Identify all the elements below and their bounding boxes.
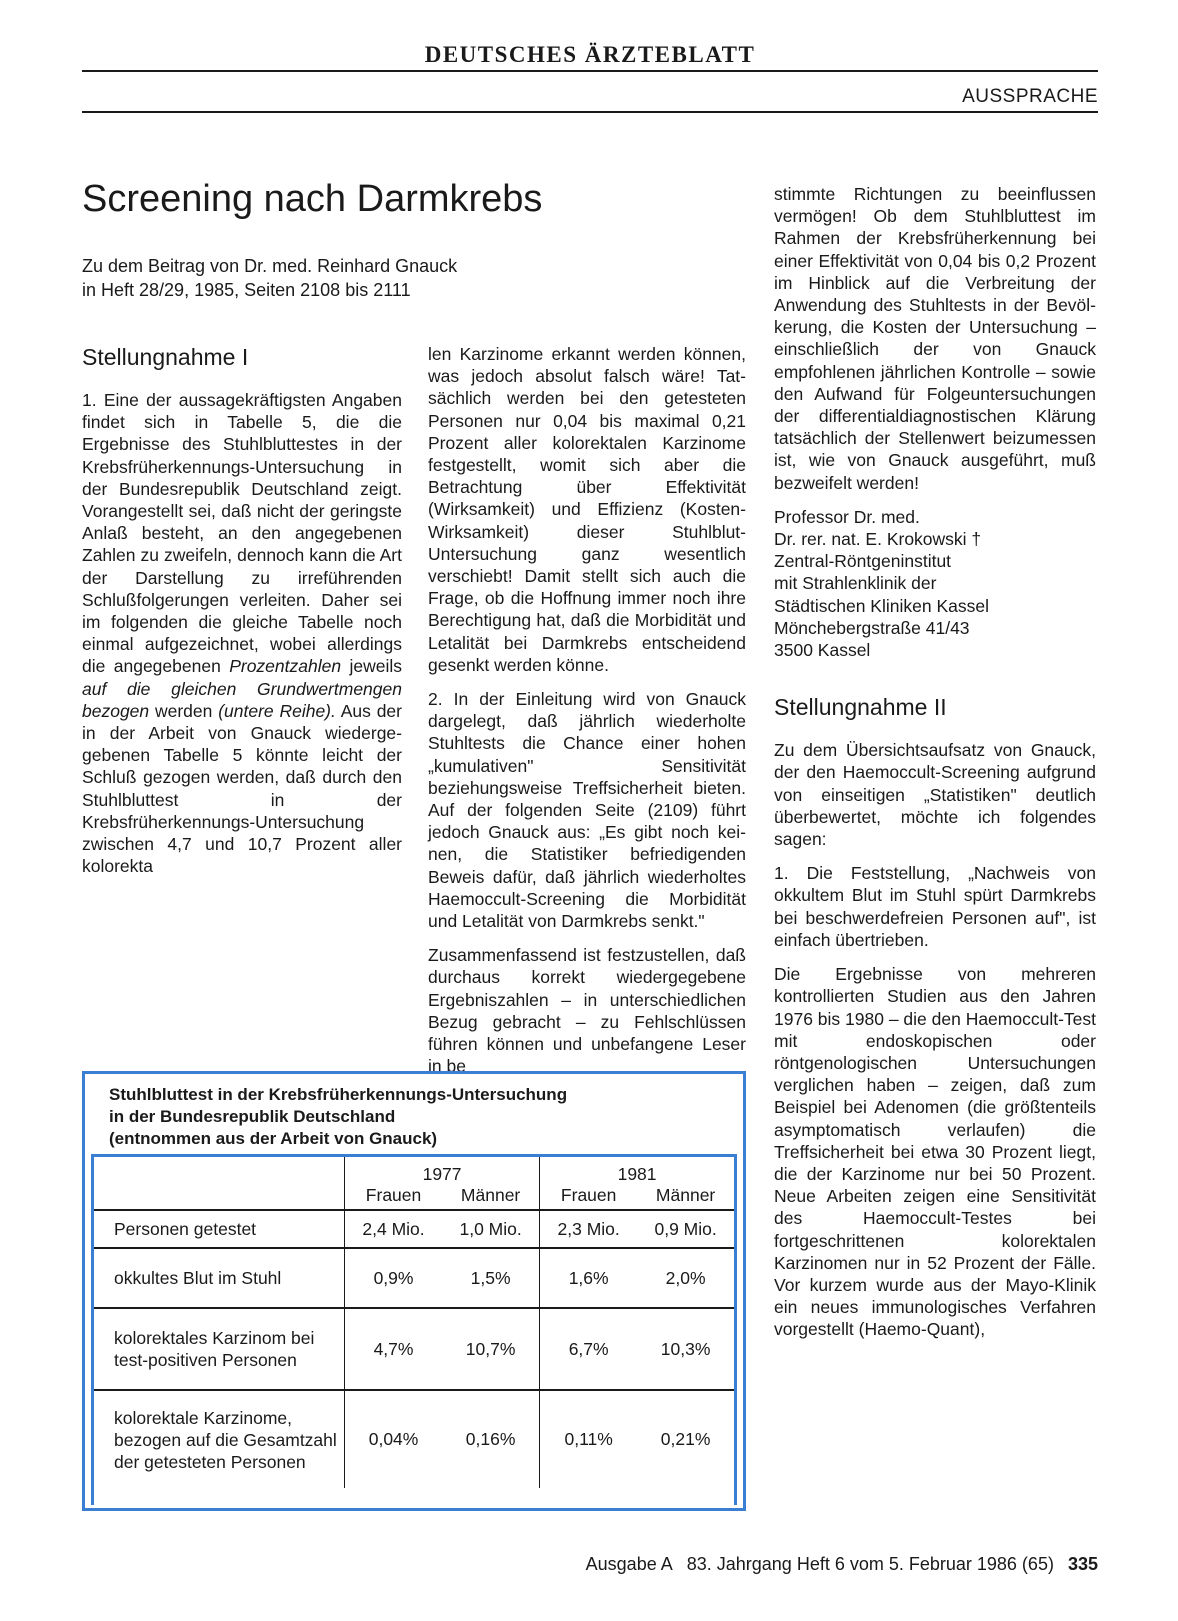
page-footer	[586, 1554, 1098, 1575]
subtitle-line-2: in Heft 28/29, 1985, Seiten 2108 bis 2111	[82, 280, 411, 300]
statement-1-paragraph-3-cont: stimmte Richtungen zu beeinflussen vermögen! Ob dem Stuhlbluttest im Rahmen der Krebsfrüherkennung bei einer Effektivität von 0,04 bis 0,2 Prozent im Hinblick auf die Verbreitung der Anwendung des Stuhltests in der Bevölkerung, die Kosten der Untersuchung – einschließlich der von Gnauck empfohlenen jährlichen Kontrolle – sowie den Aufwand für Folgeuntersuchungen der differentialdiagnostischen Klärung tatsächlich der Stellenwert beizumessen ist, wie von Gnauck ausgeführt, muß bezweifelt werden!	[774, 184, 1096, 493]
statement-1-heading: Stellungnahme I	[82, 344, 249, 370]
table-cell: 4,7%	[345, 1308, 443, 1390]
table-cell: 6,7%	[540, 1308, 638, 1390]
table-cell: 0,9%	[345, 1248, 443, 1308]
table-cell: 1,5%	[442, 1248, 540, 1308]
statement-1-paragraph-1: 1. Eine der aussagekräftigsten Angaben findet sich in Tabelle 5, die die Ergebnisse des Stuhlbluttestes in der Krebsfrüherkennungs-Untersuchung in der Bundesrepublik Deutschland zeigt. Vorangestellt sei, daß nicht der geringste Anlaß besteht, an den angegebenen Zahlen zu zweifeln, dennoch kann die Art der Darstellung zu irreführenden Schlußfolgerungen verleiten. Daher sei im folgenden die gleiche Tabelle noch einmal aufgezeichnet, wobei allerdings die angegebenen Prozentzahlen jeweils auf die gleichen Grundwertmengen bezogen werden (untere Reihe). Aus der in der Arbeit von Gnauck wiedergegebenen Tabelle 5 könnte leicht der Schluß gezogen werden, daß durch den Stuhlbluttest in der Krebsfrüherkennungs-Untersuchung zwischen 4,7 und 10,7 Prozent aller kolorekta	[82, 390, 402, 877]
table-row	[94, 1390, 734, 1488]
statement-1-paragraph-1-cont: len Karzinome erkannt werden können, was jedoch absolut falsch wäre! Tatsächlich werden bei den getesteten Personen nur 0,04 bis maximal 0,21 Prozent aller kolorektalen Karzinome festgestellt, womit sich aber die Betrachtung über Effektivität (Wirksamkeit) und Effizienz (Kosten-Wirksamkeit) dieser Stuhlblut-Untersuchung ganz wesentlich verschiebt! Damit stellt sich auch die Frage, ob die Hoffnung immer noch ihre Berechtigung hat, daß die Morbidität und Letalität bei Darmkrebs entscheidend gesenkt werden könne.	[428, 344, 746, 675]
row-label: kolorektale Karzinome, bezogen auf die Gesamtzahl der getesteten Personen	[114, 1407, 337, 1472]
article-title: Screening nach Darmkrebs	[82, 178, 543, 220]
table-cell: 0,04%	[345, 1390, 443, 1488]
table-cell: 2,4 Mio.	[345, 1210, 443, 1248]
statement-2-heading: Stellungnahme II	[774, 694, 947, 721]
statement-1-paragraph-3: Zusammenfassend ist festzustellen, daß durchaus korrekt wiedergegebene Ergebniszahlen – in unterschiedlichen Bezug gebracht – zu Fehlschlüssen führen können und unbefangene Leser in be	[428, 945, 746, 1077]
table-cell: 10,3%	[637, 1308, 734, 1390]
statement-2-paragraph-1: Zu dem Übersichtsaufsatz von Gnauck, der den Haemoccult-Screening aufgrund von einseitigen „Statistiken" deutlich überbewertet, möchte ich folgendes sagen:	[774, 740, 1096, 850]
table-row	[94, 1210, 734, 1248]
statement-2-paragraph-3: Die Ergebnisse von mehreren kontrollierten Studien aus den Jahren 1976 bis 1980 – die den Haemoccult-Test mit endoskopischen oder röntgenologischen Untersuchungen verglichen haben – zeigen, daß zum Beispiel bei Adenomen (die größtenteils asymptomatisch verlaufen) die Treffsicherheit bei etwa 30 Prozent liegt, die der Karzinome nur bei 50 Prozent. Neue Arbeiten zeigen eine Sensitivität des Haemoccult-Testes bei fortgeschrittenen kolorektalen Karzinomen nur in 52 Prozent der Fälle. Vor kurzem wurde aus der Mayo-Klinik ein neues immunologisches Verfahren vorgestellt (Haemo-Quant),	[774, 964, 1097, 1340]
sex-header: Frauen	[345, 1185, 443, 1210]
column-1	[82, 343, 402, 889]
row-label: kolorektales Karzinom bei test-positiven Personen	[94, 1308, 345, 1390]
row-label: okkultes Blut im Stuhl	[94, 1248, 345, 1308]
table-caption: Stuhlbluttest in der Krebsfrüherkennungs-Untersuchung in der Bundesrepublik Deutschland (entnommen aus der Arbeit von Gnauck)	[109, 1085, 568, 1148]
page-number: 335	[1067, 1554, 1098, 1574]
statement-2-paragraph-2: 1. Die Feststellung, „Nachweis von okkultem Blut im Stuhl spürt Darmkrebs bei beschwerdefreien Personen auf", ist einfach übertrieben.	[774, 863, 1096, 950]
year-1977-header: 1977	[345, 1157, 540, 1185]
column-3	[774, 183, 1096, 1353]
sex-header: Männer	[442, 1185, 540, 1210]
table-inner-frame	[91, 1154, 737, 1505]
author-address: Professor Dr. med. Dr. rer. nat. E. Krokowski † Zentral-Röntgeninstitut mit Strahlenklinik der Städtischen Kliniken Kassel Mönchebergstraße 41/43 3500 Kassel	[774, 506, 989, 661]
table-row	[94, 1308, 734, 1390]
table-row	[94, 1248, 734, 1308]
table-cell: 0,21%	[660, 1429, 711, 1449]
data-table-box	[82, 1071, 746, 1511]
table-cell: 1,0 Mio.	[442, 1210, 540, 1248]
section-rule	[82, 111, 1098, 113]
row-label: Personen getestet	[94, 1210, 345, 1248]
statement-1-paragraph-2: 2. In der Einleitung wird von Gnauck dargelegt, daß jährlich wiederholte Stuhltests die Chance einer hohen „kumulativen" Sensitivität beziehungsweise Treffsicherheit bieten. Auf der folgenden Seite (2109) führt jedoch Gnauck aus: „Es gibt noch keinen, die Statistiker befriedigenden Beweis dafür, daß jährlich wiederholtes Haemoccult-Screening die Morbidität und Letalität von Darmkrebs senkt."	[428, 689, 746, 932]
column-2	[428, 343, 746, 1090]
table-cell: 0,16%	[465, 1429, 516, 1449]
data-table	[94, 1157, 734, 1488]
subtitle-line-1: Zu dem Beitrag von Dr. med. Reinhard Gnauck	[82, 256, 458, 276]
section-label: AUSSPRACHE	[962, 86, 1098, 107]
table-cell: 2,0%	[637, 1248, 734, 1308]
sex-header: Frauen	[540, 1185, 638, 1210]
table-corner	[94, 1157, 345, 1185]
year-1981-header: 1981	[540, 1157, 734, 1185]
issue-info: Ausgabe A 83. Jahrgang Heft 6 vom 5. Februar 1986 (65)	[585, 1554, 1054, 1574]
table-cell: 2,3 Mio.	[540, 1210, 638, 1248]
sex-header: Männer	[637, 1185, 734, 1210]
table-cell: 0,9 Mio.	[637, 1210, 734, 1248]
table-cell: 0,11%	[540, 1390, 638, 1488]
article-subtitle	[82, 254, 682, 302]
table-cell: 10,7%	[442, 1308, 540, 1390]
masthead-rule	[82, 70, 1098, 72]
table-cell: 1,6%	[540, 1248, 638, 1308]
masthead: DEUTSCHES ÄRZTEBLATT	[424, 42, 756, 67]
